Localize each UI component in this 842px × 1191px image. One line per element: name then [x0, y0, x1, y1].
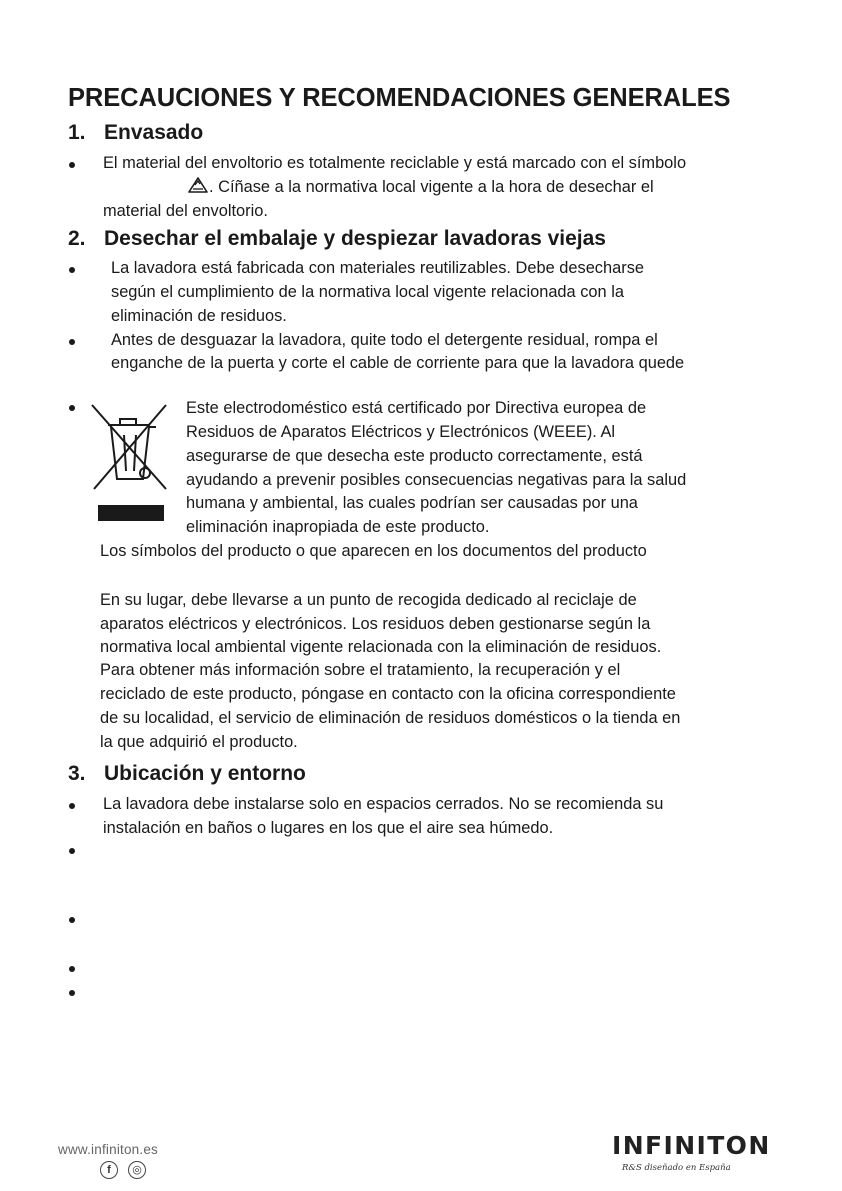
bullet [69, 917, 75, 923]
p-line-1: En su lugar, debe llevarse a un punto de recogida dedicado al reciclaje de [100, 591, 637, 609]
weee-line-4: ayudando a prevenir posibles consecuencias negativas para la salud [186, 471, 687, 489]
s2-b1-line-2: según el cumplimiento de la normativa local vigente relacionada con la [111, 283, 624, 301]
facebook-icon[interactable]: f [100, 1161, 118, 1179]
section-3-heading [68, 762, 306, 786]
recycle-triangle-icon [187, 176, 209, 194]
weee-line-1: Este electrodoméstico está certificado por Directiva europea de [186, 399, 647, 417]
s2-b1-line-3: eliminación de residuos. [111, 307, 287, 325]
symbols-line: Los símbolos del producto o que aparecen en los documentos del producto [100, 542, 647, 560]
brand-tagline: R&S diseñado en España [622, 1163, 731, 1173]
bullet [69, 267, 75, 273]
bullet [69, 990, 75, 996]
bullet [69, 162, 75, 168]
section-2-title: Desechar el embalaje y despiezar lavadoras viejas [104, 227, 606, 250]
s1-line-1: El material del envoltorio es totalmente reciclable y está marcado con el símbolo [103, 154, 687, 172]
s1-line-3: material del envoltorio. [103, 202, 268, 220]
p-line-3: normativa local ambiental vigente relacionada con la eliminación de residuos. [100, 638, 662, 656]
section-2-number: 2. [68, 227, 86, 250]
p-line-4: Para obtener más información sobre el tratamiento, la recuperación y el [100, 661, 621, 679]
s2-b1-line-1: La lavadora está fabricada con materiales reutilizables. Debe desecharse [111, 259, 644, 277]
section-1-number: 1. [68, 121, 86, 144]
bullet [69, 405, 75, 411]
bullet [69, 339, 75, 345]
section-3-title: Ubicación y entorno [104, 762, 306, 785]
section-2-heading [68, 227, 606, 251]
section-3-number: 3. [68, 762, 86, 785]
s3-line-2: instalación en baños o lugares en los que el aire sea húmedo. [103, 819, 554, 837]
crossed-out-wheelie-bin-icon [90, 403, 170, 525]
s2-b2-line-1: Antes de desguazar la lavadora, quite todo el detergente residual, rompa el [111, 331, 658, 349]
bullet [69, 966, 75, 972]
s2-b2-line-2: enganche de la puerta y corte el cable de corriente para que la lavadora quede [111, 354, 685, 372]
weee-line-2: Residuos de Aparatos Eléctricos y Electrónicos (WEEE). Al [186, 423, 616, 441]
brand-logo: INFINITON [612, 1131, 771, 1160]
bullet [69, 848, 75, 854]
p-line-7: la que adquirió el producto. [100, 733, 298, 751]
weee-line-5: humana y ambiental, las cuales podrían ser causadas por una [186, 494, 638, 512]
footer-url[interactable]: www.infiniton.es [58, 1142, 158, 1157]
instagram-icon[interactable]: ◎ [128, 1161, 146, 1179]
page-title: PRECAUCIONES Y RECOMENDACIONES GENERALES [68, 84, 731, 112]
p-line-2: aparatos eléctricos y electrónicos. Los residuos deben gestionarse según la [100, 615, 651, 633]
bullet [69, 803, 75, 809]
section-1-title: Envasado [104, 121, 204, 144]
weee-line-3: asegurarse de que desecha este producto correctamente, está [186, 447, 643, 465]
s3-line-1: La lavadora debe instalarse solo en espacios cerrados. No se recomienda su [103, 795, 664, 813]
section-1-heading [68, 121, 203, 145]
p-line-6: de su localidad, el servicio de eliminación de residuos domésticos o la tienda en [100, 709, 681, 727]
p-line-5: reciclado de este producto, póngase en contacto con la oficina correspondiente [100, 685, 676, 703]
weee-line-6: eliminación inapropiada de este producto. [186, 518, 490, 536]
s1-line-2: . Cíñase a la normativa local vigente a la hora de desechar el [187, 176, 654, 199]
